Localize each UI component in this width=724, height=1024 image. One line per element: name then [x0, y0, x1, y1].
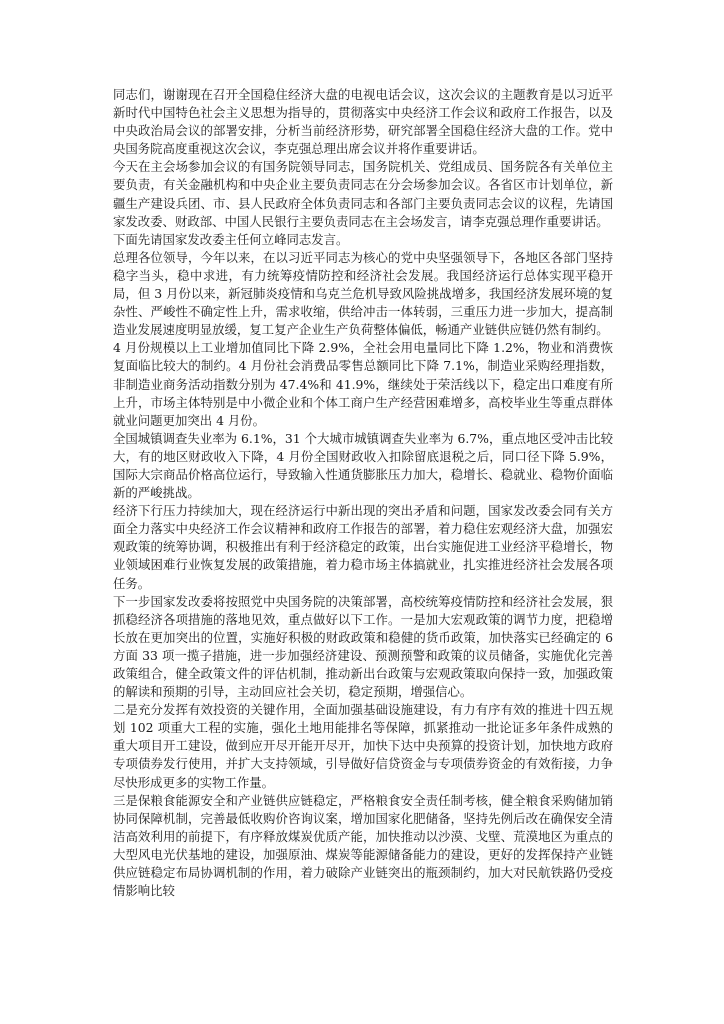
- paragraph-opening: 同志们，谢谢现在召开全国稳住经济大盘的电视电话会议，这次会议的主题教育是以习近平新时代中国特色社会主义思想为指导的，贯彻落实中央经济工作会议和政府工作报告，以及中央政治局会议的部署安排，分析当前经济形势，研究部署全国稳住经济大盘的工作。党中央国务院高度重视这次会议，李克强总理出席会议并将作重要讲话。: [113, 87, 613, 157]
- paragraph-next-steps-three: 三是保粮食能源安全和产业链供应链稳定，严格粮食安全责任制考核，健全粮食采购储加销协同保障机制，完善最低收购价咨询议案，增加国家化肥储备，坚持先例后改在确保安全清洁高效利用的前提下，有序释放煤炭优质产能，加快推动以沙漠、戈壁、荒漠地区为重点的大型风电光伏基地的建设，加强原油、煤炭等能源储备能力的建设，更好的发挥保持产业链供应链稳定布局协调机制的作用，着力破除产业链突出的瓶颈制约，加大对民航铁路仍受疫情影响比较: [113, 792, 613, 899]
- paragraph-speaker-intro: 下面先请国家发改委主任何立峰同志发言。: [113, 231, 349, 247]
- paragraph-economy-overview: 总理各位领导，今年以来，在以习近平同志为核心的党中央坚强领导下，各地区各部门坚持稳字当头，稳中求进，有力统筹疫情防控和经济社会发展。我国经济运行总体实现平稳开局，但 3 月份以来，新冠肺炎疫情和乌克兰危机导致风险挑战增多，我国经济发展环境的复杂性、严峻性不确定性上升，需求收缩，供给冲击一体转弱，三重压力进一步加大，提高制造业发展速度明显放缓，复工复产企业生产负荷整体偏低，畅通产业链供应链仍然有制约。: [113, 249, 613, 338]
- paragraph-downward-pressure: 经济下行压力持续加大，现在经济运行中新出现的突出矛盾和问题，国家发改委会同有关方面全力落实中央经济工作会议精神和政府工作报告的部署，着力稳住宏观经济大盘，加强宏观政策的统筹协调，积极推出有利于经济稳定的政策，出台实施促进工业经济平稳增长，物业领域困难行业恢复发展的政策措施，着力稳市场主体搞就业，扎实推进经济社会发展各项任务。: [113, 503, 613, 591]
- paragraph-april-data: 4 月份规模以上工业增加值同比下降 2.9%，全社会用电量同比下降 1.2%，物业和消费恢复面临比较大的制约。4 月份社会消费品零售总额同比下降 7.1%，制造业采购经理指数，非制造业商务活动指数分别为 47.4%和 41.9%，继续处于荣活线以下，稳定出口难度有所上升，市场主体特别是中小微企业和个体工商户生产经营困难增多，高校毕业生等重点群体就业问题更加突出 4 月份。: [113, 340, 613, 428]
- paragraph-next-steps-one: 下一步国家发改委将按照党中央国务院的决策部署，高校统筹疫情防控和经济社会发展，狠抓稳经济各项措施的落地见效，重点做好以下工作。一是加大宏观政策的调节力度，把稳增长放在更加突出的位置，实施好积极的财政政策和稳健的货币政策，加快落实已经确定的 6 方面 33 项一揽子措施，进一步加强经济建设、预测预警和政策的议员储备，实施优化完善政策组合，健全政策文件的评估机制，推动新出台政策与宏观政策取向保持一致，加强政策的解读和预期的引导，主动回应社会关切，稳定预期，增强信心。: [113, 593, 613, 700]
- paragraph-unemployment: 全国城镇调查失业率为 6.1%，31 个大城市城镇调查失业率为 6.7%，重点地区受冲击比较大，有的地区财政收入下降，4 月份全国财政收入扣除留底退税之后，同口径下降 5.9%，国际大宗商品价格高位运行，导致输入性通货膨胀压力加大，稳增长、稳就业、稳物价面临新的严峻挑战。: [113, 430, 613, 501]
- paragraph-attendees: 今天在主会场参加会议的有国务院领导同志，国务院机关、党组成员、国务院各有关单位主要负责，有关金融机构和中央企业主要负责同志在分会场参加会议。各省区市计划单位，新疆生产建设兵团、市、县人民政府全体负责同志和各部门主要负责同志会议的议程，先请国家发改委、财政部、中国人民银行主要负责同志在主会场发言，请李克强总理作重要讲话。: [113, 159, 613, 229]
- document-body: [113, 86, 613, 900]
- paragraph-next-steps-two: 二是充分发挥有效投资的关键作用，全面加强基础设施建设，有力有序有效的推进十四五规划 102 项重大工程的实施，强化土地用能排名等保障，抓紧推动一批论证多年条件成熟的重大项目开工建设，做到应开尽开能开尽开，加快下达中央预算的投资计划，加快地方政府专项债券发行使用，并扩大支持领域，引导做好信贷资金与专项债券资金的有效衔接，力争尽快形成更多的实物工作量。: [113, 702, 613, 790]
